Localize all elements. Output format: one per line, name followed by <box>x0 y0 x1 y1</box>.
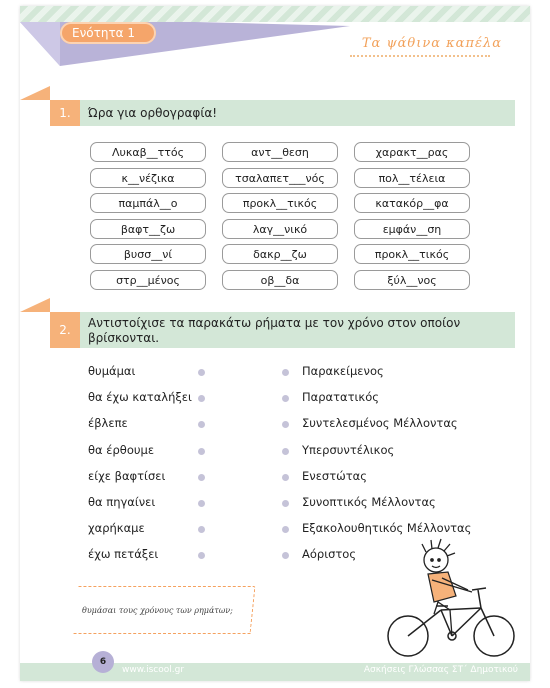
boy-on-bicycle-illustration <box>386 538 516 663</box>
verb-match-dot[interactable] <box>198 526 205 533</box>
verb-match-dot[interactable] <box>198 369 205 376</box>
tense-match-dot[interactable] <box>282 448 289 455</box>
verb-match-dot[interactable] <box>198 448 205 455</box>
tense-match-dot[interactable] <box>282 421 289 428</box>
tense-item: Συνοπτικός Μέλλοντας <box>302 495 436 509</box>
tense-item: Συντελεσμένος Μέλλοντας <box>302 416 458 431</box>
verb-item: χαρήκαμε <box>88 521 145 536</box>
word-box[interactable]: δακρ__ζω <box>222 244 338 264</box>
tense-match-dot[interactable] <box>282 395 289 402</box>
exercise-2-header <box>50 312 515 348</box>
exercise-2-corner <box>20 298 50 312</box>
word-box[interactable]: προκλ__τικός <box>222 193 338 213</box>
verb-item: είχε βαφτίσει <box>88 468 166 483</box>
footer-book-title: Ασκήσεις Γλώσσας ΣΤ΄ Δημοτικού <box>363 665 518 675</box>
chapter-title-underline <box>350 53 490 57</box>
verb-item: έχω πετάξει <box>88 547 159 562</box>
word-box[interactable]: προκλ__τικός <box>354 244 470 264</box>
page-number: 6 <box>92 651 114 673</box>
verb-match-dot[interactable] <box>198 395 205 402</box>
word-box[interactable]: ξύλ__νος <box>354 270 470 290</box>
chapter-title: Τα ψάθινα καπέλα <box>361 36 502 51</box>
tense-item: Εξακολουθητικός Μέλλοντας <box>302 521 472 536</box>
verb-item: θα πηγαίνει <box>88 495 156 509</box>
exercise-1-header <box>50 100 515 126</box>
word-box[interactable]: αντ__θεση <box>222 142 338 162</box>
word-box[interactable]: κατακόρ__φα <box>354 193 470 213</box>
hint-note-text: θυμάσαι τους χρόνους των ρημάτων; <box>82 606 233 615</box>
word-box[interactable]: στρ__μένος <box>90 270 206 290</box>
verb-item: θα έχω καταλήξει <box>88 390 192 405</box>
word-box[interactable]: βυσσ__νί <box>90 244 206 264</box>
verb-match-dot[interactable] <box>198 552 205 559</box>
tense-match-dot[interactable] <box>282 526 289 533</box>
tense-match-dot[interactable] <box>282 369 289 376</box>
word-box[interactable]: τσαλαπετ___νός <box>222 168 338 188</box>
tense-item: Ενεστώτας <box>302 468 368 483</box>
word-box[interactable]: Λυκαβ__ττός <box>90 142 206 162</box>
word-box[interactable]: εμφάν__ση <box>354 219 470 239</box>
word-box[interactable]: χαρακτ__ρας <box>354 142 470 162</box>
tense-item: Παρατατικός <box>302 390 379 405</box>
exercise-1-corner <box>20 86 50 100</box>
word-box[interactable]: κ__νέζικα <box>90 168 206 188</box>
word-box[interactable]: λαγ__νικό <box>222 219 338 239</box>
verb-item: θα έρθουμε <box>88 442 155 457</box>
exercise-2-instruction: Αντιστοίχισε τα παρακάτω ρήματα με τον χρόνο στον οποίον βρίσκονται. <box>88 316 461 345</box>
tense-match-dot[interactable] <box>282 552 289 559</box>
tense-item: Υπερσυντέλικος <box>302 442 395 457</box>
exercise-2-number: 2. <box>50 312 80 348</box>
verb-item: έβλεπε <box>88 416 128 431</box>
word-box[interactable]: πολ__τέλεια <box>354 168 470 188</box>
exercise-1-number: 1. <box>50 100 80 126</box>
word-box[interactable]: παμπάλ__ο <box>90 193 206 213</box>
verb-match-dot[interactable] <box>198 500 205 507</box>
verb-match-dot[interactable] <box>198 474 205 481</box>
exercise-1-instruction: Ώρα για ορθογραφία! <box>88 106 218 120</box>
word-box[interactable]: οβ__δα <box>222 270 338 290</box>
tense-match-dot[interactable] <box>282 500 289 507</box>
tense-item: Παρακείμενος <box>302 364 384 378</box>
footer-website: www.iscool.gr <box>122 665 185 675</box>
worksheet-page <box>20 6 530 681</box>
verb-match-dot[interactable] <box>198 421 205 428</box>
tense-match-dot[interactable] <box>282 474 289 481</box>
word-box[interactable]: βαφτ__ζω <box>90 219 206 239</box>
tense-item: Αόριστος <box>302 547 357 562</box>
verb-item: θυμάμαι <box>88 364 136 378</box>
lesson-tab: Ενότητα 1 <box>60 22 156 44</box>
